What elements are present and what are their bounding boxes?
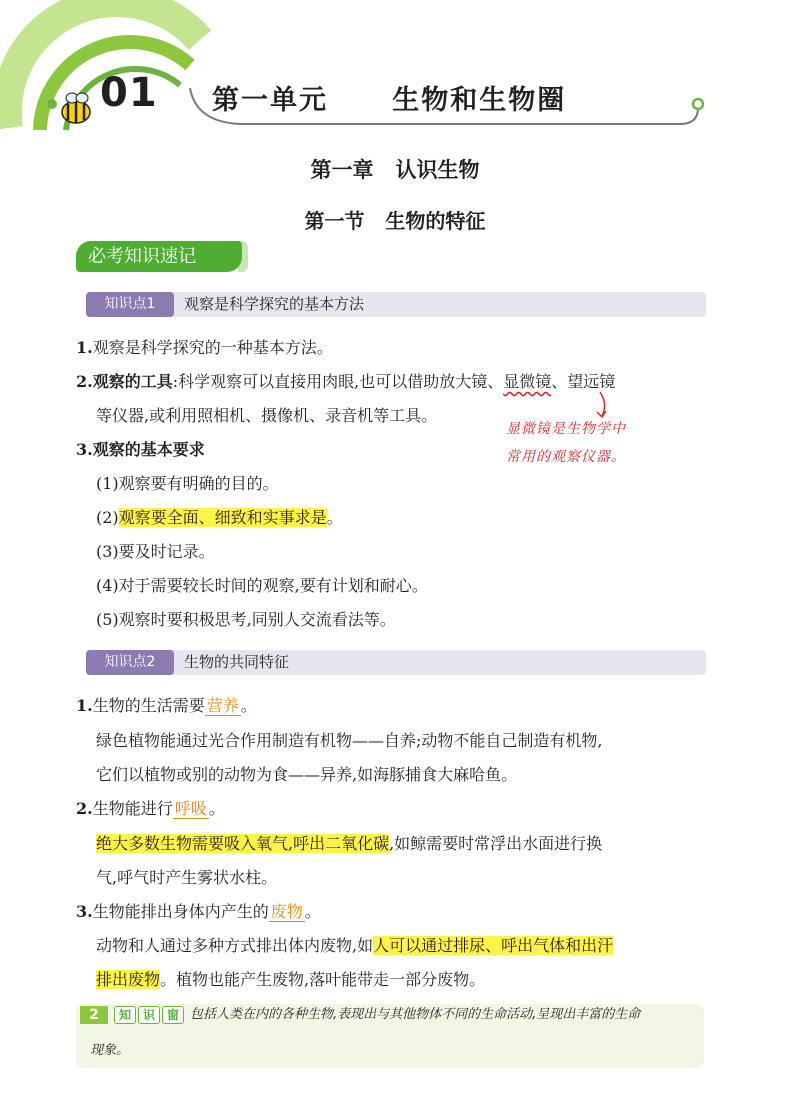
handwritten-note-line-1: 显微镜是生物学中	[506, 421, 626, 437]
item-text: 。	[208, 799, 225, 818]
knowledge-point-2-title: 生物的共同特征	[184, 653, 290, 671]
item-text: 动物和人通过多种方式排出体内废物,如	[96, 936, 374, 955]
annotation-arrow-icon	[580, 390, 620, 420]
item-text: 。	[304, 902, 321, 921]
chapter-title: 第一章 认识生物	[310, 158, 480, 182]
kp1-sub-5: (5)观察时要积极思考,同别人交流看法等。	[96, 610, 396, 629]
kp1-sub-3: (3)要及时记录。	[96, 542, 215, 561]
item-number: 2.	[76, 372, 93, 391]
item-number: 3.	[76, 440, 93, 459]
kp2-item-3-line-2	[96, 935, 613, 957]
fill-in-answer: 废物	[270, 902, 303, 921]
item-text: 。植物也能产生废物,落叶能带走一部分废物。	[160, 970, 486, 989]
kp1-item-2-cont: 等仪器,或利用照相机、摄像机、录音机等工具。	[96, 406, 438, 425]
kp2-item-3	[76, 901, 321, 923]
highlighted-text: 人可以通过排尿、呼出气体和出汗	[373, 936, 614, 955]
item-text: 生物的生活需要	[92, 696, 205, 715]
sub-text: 。	[326, 508, 343, 527]
kp1-sub-1: (1)观察要有明确的目的。	[96, 474, 279, 493]
knowledge-point-2-bar	[86, 650, 706, 675]
item-marked-text: 显微镜	[503, 372, 552, 391]
item-number: 3.	[76, 902, 93, 921]
kp2-item-3-line-3	[96, 969, 485, 991]
item-text: 生物能进行	[92, 799, 173, 818]
knowledge-window-char: 知	[114, 1006, 136, 1024]
kp2-item-2	[76, 798, 225, 820]
item-text: ,如鲸需要时常浮出水面进行换	[389, 834, 603, 853]
must-know-tag: 必考知识速记	[76, 241, 242, 272]
knowledge-window-text-2: 现象。	[90, 1043, 130, 1058]
knowledge-point-1-title: 观察是科学探究的基本方法	[184, 295, 365, 313]
kp1-sub-2	[96, 507, 343, 529]
item-heading: 观察的工具	[92, 372, 173, 391]
highlighted-text: 绝大多数生物需要吸入氧气,呼出二氧化碳	[96, 834, 390, 853]
unit-title: 第一单元 生物和生物圈	[212, 85, 567, 116]
handwritten-note-line-2: 常用的观察仪器。	[506, 449, 626, 465]
item-text: 、望远镜	[551, 372, 616, 391]
kp2-item-2-line-2	[96, 833, 602, 855]
item-number: 1.	[76, 338, 93, 357]
highlighted-text: 观察要全面、细致和实事求是	[118, 508, 327, 527]
kp1-item-2	[76, 371, 615, 393]
knowledge-point-2-tag: 知识点2	[86, 650, 174, 675]
kp1-sub-4: (4)对于需要较长时间的观察,要有计划和耐心。	[96, 576, 428, 595]
sub-number: (2)	[96, 508, 119, 527]
section-title: 第一节 生物的特征	[304, 209, 486, 233]
item-text: :科学观察可以直接用肉眼,也可以借助放大镜、	[172, 372, 504, 391]
page-number: 2	[80, 1006, 108, 1024]
fill-in-answer: 呼吸	[174, 799, 207, 818]
knowledge-window-label	[114, 1006, 184, 1024]
item-heading: 观察的基本要求	[92, 440, 205, 459]
bee-icon	[62, 93, 90, 123]
item-number: 1.	[76, 696, 93, 715]
knowledge-point-1-bar	[86, 292, 706, 317]
knowledge-window-text-1: 包括人类在内的各种生物,表现出与其他物体不同的生命活动,呈现出丰富的生命	[190, 1007, 641, 1022]
unit-number: 01	[100, 70, 158, 116]
highlighted-text: 排出废物	[96, 970, 161, 989]
knowledge-point-1-tag: 知识点1	[86, 292, 174, 317]
kp1-item-3	[76, 439, 205, 461]
fill-in-answer: 营养	[206, 696, 239, 715]
kp2-item-1-line-3: 它们以植物或别的动物为食——异养,如海豚捕食大麻哈鱼。	[96, 765, 518, 784]
item-text: 生物能排出身体内产生的	[92, 902, 269, 921]
kp1-item-1	[76, 337, 333, 359]
knowledge-window-char: 窗	[162, 1006, 184, 1024]
kp2-item-1	[76, 695, 257, 717]
item-text: 。	[240, 696, 257, 715]
kp2-item-2-line-3: 气,呼气时产生雾状水柱。	[96, 868, 278, 887]
item-text: 观察是科学探究的一种基本方法。	[92, 338, 333, 357]
kp2-item-1-line-2: 绿色植物能通过光合作用制造有机物——自养;动物不能自己制造有机物,	[96, 731, 603, 750]
item-number: 2.	[76, 799, 93, 818]
knowledge-window-char: 识	[138, 1006, 160, 1024]
